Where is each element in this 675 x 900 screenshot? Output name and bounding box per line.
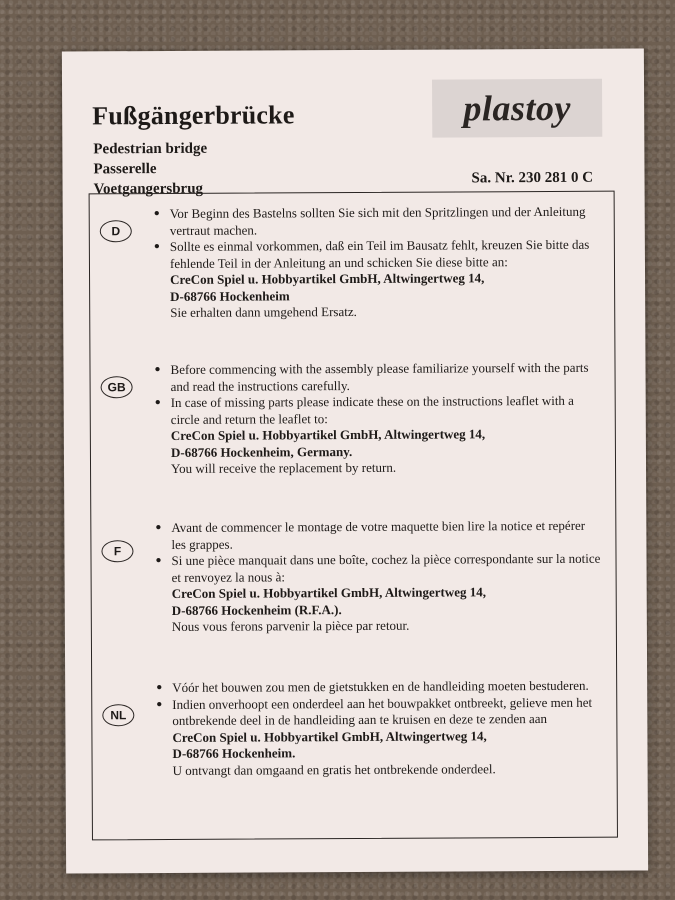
closing-text: U ontvangt dan omgaand en gratis het ontbrekende onderdeel. bbox=[172, 760, 496, 778]
bullet-item: ● Before commencing with the assembly please familiarize yourself with the parts and read the instructions carefully. bbox=[154, 360, 600, 395]
address-line: CreCon Spiel u. Hobbyartikel GmbH, Altwingertweg 14, bbox=[171, 584, 487, 601]
bullet-item: ● Sollte es einmal vorkommen, daß ein Teil im Bausatz fehlt, kreuzen Sie bitte das fehlende Teil in der Anleitung an und schicken Sie diese bitte an: bbox=[154, 237, 600, 272]
address-line: CreCon Spiel u. Hobbyartikel GmbH, Altwingertweg 14, bbox=[170, 270, 485, 287]
address-line: D-68766 Hockenheim bbox=[170, 287, 290, 304]
section-gb bbox=[90, 359, 614, 476]
address-line: D-68766 Hockenheim, Germany. bbox=[170, 443, 353, 460]
instructions-box bbox=[89, 191, 618, 841]
address-line: D-68766 Hockenheim (R.F.A.). bbox=[171, 601, 342, 618]
lang-badge-nl: NL bbox=[102, 704, 134, 726]
brand-logo-text: plastoy bbox=[463, 87, 572, 129]
section-fr bbox=[91, 517, 615, 634]
section-text bbox=[156, 678, 603, 779]
bullet-item: ● Avant de commencer le montage de votre maquette bien lire la notice et repérer les grappes. bbox=[155, 518, 601, 553]
section-text bbox=[154, 204, 601, 322]
subtitle-nl: Voetgangersbrug bbox=[93, 180, 204, 198]
instruction-sheet bbox=[62, 48, 648, 873]
address-line: CreCon Spiel u. Hobbyartikel GmbH, Altwingertweg 14, bbox=[170, 426, 486, 443]
closing-text: Sie erhalten dann umgehend Ersatz. bbox=[170, 303, 357, 320]
subtitle-fr: Passerelle bbox=[93, 161, 157, 178]
bullet-item: ● Vóór het bouwen zou men de gietstukken en de handleiding moeten bestuderen. bbox=[156, 678, 602, 697]
address-line: D-68766 Hockenheim. bbox=[172, 745, 296, 761]
subtitle-block bbox=[93, 139, 207, 200]
section-de bbox=[90, 203, 614, 320]
lang-badge-de: D bbox=[100, 220, 132, 242]
closing-text: Nous vous ferons parvenir la pièce par retour. bbox=[171, 617, 410, 634]
lang-badge-gb: GB bbox=[101, 376, 133, 398]
bullet-item: ● In case of missing parts please indicate these on the instructions leaflet with a circle and return the leaflet to: bbox=[155, 393, 601, 428]
section-text bbox=[154, 360, 601, 478]
bullet-item: ● Si une pièce manquait dans une boîte, cochez la pièce correspondante sur la notice et renvoyez la nous à: bbox=[155, 551, 601, 586]
page-title: Fußgängerbrücke bbox=[92, 100, 295, 131]
lang-badge-fr: F bbox=[101, 540, 133, 562]
bullet-item: ● Vor Beginn des Bastelns sollten Sie sich mit den Spritzlingen und der Anleitung vertraut machen. bbox=[154, 204, 600, 239]
bullet-item: ● Indien onverhoopt een onderdeel aan het bouwpakket ontbreekt, gelieve men het ontbrekende deel in de handleiding aan te kruisen en deze te zenden aan bbox=[156, 694, 602, 729]
section-text bbox=[155, 518, 602, 636]
subtitle-en: Pedestrian bridge bbox=[93, 140, 208, 158]
address-line: CreCon Spiel u. Hobbyartikel GmbH, Altwingertweg 14, bbox=[172, 727, 487, 745]
article-number: Sa. Nr. 230 281 0 C bbox=[471, 169, 594, 187]
brand-logo bbox=[432, 79, 602, 138]
closing-text: You will receive the replacement by return. bbox=[170, 459, 397, 476]
section-nl bbox=[92, 677, 616, 778]
